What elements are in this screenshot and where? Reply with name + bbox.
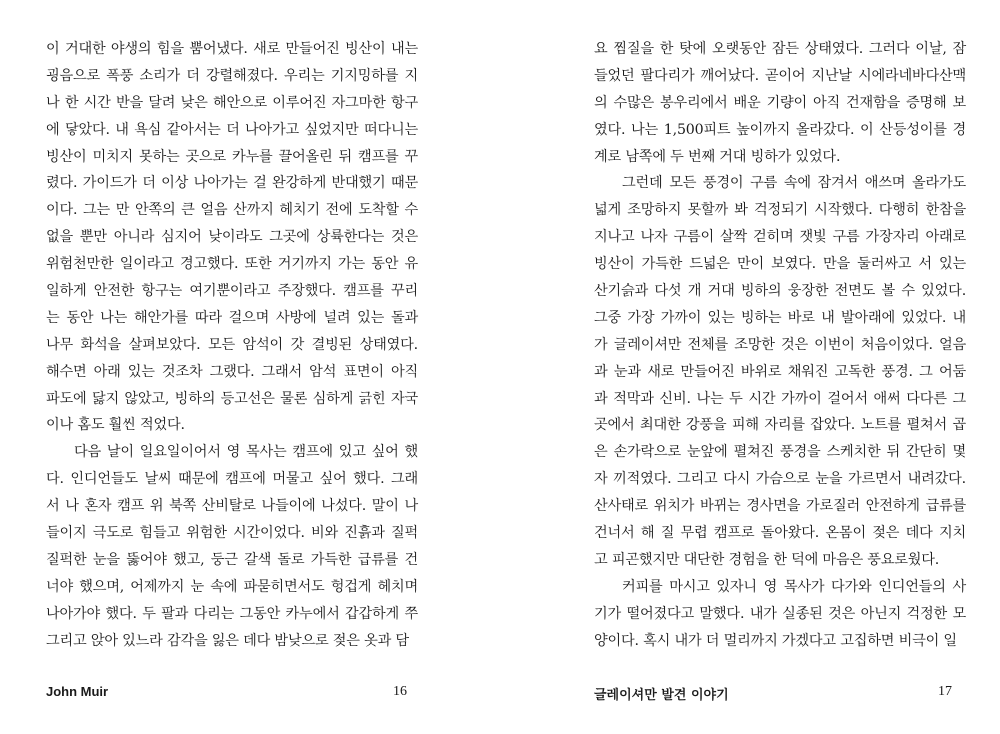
text-line: 에 닿았다. 내 욕심 같아서는 더 나아가고 싶었지만 떠다니는: [46, 121, 418, 138]
text-line: 그런데 모든 풍경이 구름 속에 잠겨서 애쓰며 올라가도: [622, 175, 966, 192]
text-line: 그중 가장 가까이 있는 빙하는 바로 내 발아래에 있었다. 내: [594, 309, 966, 326]
text-line: 자 끼적였다. 그리고 다시 가슴으로 눈을 가르면서 내려갔다.: [594, 471, 966, 488]
left-footer-author: John Muir: [46, 684, 109, 699]
text-line: 산기슭과 다섯 개 거대 빙하의 웅장한 전면도 볼 수 있었다.: [594, 283, 966, 300]
text-line: 가 글레이셔만 전체를 조망한 것은 이번이 처음이었다. 얼음: [594, 336, 966, 353]
text-line: 은 손가락으로 눈앞에 펼쳐진 풍경을 스케치한 뒤 간단히 몇: [594, 444, 966, 461]
text-line: 지나고 나자 구름이 살짝 걷히며 잿빛 구름 가장자리 아래로: [594, 229, 966, 246]
text-line: 고 피곤했지만 대단한 경험을 한 덕에 마음은 풍요로웠다.: [594, 551, 940, 568]
text-line: 그리고 앉아 있느라 감각을 잃은 데다 밤낮으로 젖은 옷과 담: [46, 632, 409, 649]
text-line: 이 거대한 야생의 힘을 뿜어냈다. 새로 만들어진 빙산이 내는: [46, 41, 418, 57]
text-line: 다음 날이 일요일이어서 영 목사는 캠프에 있고 싶어 했: [74, 444, 418, 461]
text-line: 이나 홈도 훨씬 적었다.: [46, 417, 185, 434]
text-line: 질퍽한 눈을 뚫어야 했고, 둥근 갈색 돌로 가득한 급류를 건: [46, 551, 418, 568]
left-page: [46, 36, 418, 654]
text-line: 위험천만한 일이라고 경고했다. 또한 거기까지 가는 동안 유: [46, 256, 418, 273]
text-line: 과 눈과 새로 만들어진 바위로 채워진 고독한 풍경. 그 어둠: [594, 363, 966, 380]
text-line: 너야 했으며, 어제까지 눈 속에 파묻히면서도 헝겁게 헤치며: [46, 578, 418, 595]
text-line: 는 동안 나는 해안가를 따라 걸으며 사방에 널려 있는 돌과: [46, 309, 418, 326]
text-line: 다. 인디언들도 날씨 때문에 캠프에 머물고 싶어 했다. 그래: [46, 471, 418, 488]
text-line: 나 한 시간 반을 달려 낮은 해안으로 이루어진 자그마한 항구: [46, 94, 418, 111]
text-line: 커피를 마시고 있자니 영 목사가 다가와 인디언들의 사: [622, 578, 966, 595]
text-line: 의 수많은 봉우리에서 배운 기량이 아직 건재함을 증명해 보: [594, 94, 966, 111]
text-line: 양이다. 혹시 내가 더 멀리까지 가겠다고 고집하면 비극이 일: [594, 632, 957, 649]
right-footer-title: 글레이셔만 발견 이야기: [594, 688, 729, 703]
text-line: 요 찜질을 한 탓에 오랫동안 잠든 상태였다. 그러다 이날, 잠: [594, 41, 966, 57]
text-line: 해수면 아래 있는 것조차 그랬다. 그래서 암석 표면이 아직: [46, 363, 418, 380]
text-line: 이다. 그는 만 안쪽의 큰 얼음 산까지 헤치기 전에 도착할 수: [46, 202, 418, 219]
right-page: [594, 36, 966, 654]
text-line: 들이지 극도로 힘들고 위험한 시간이었다. 비와 진흙과 질퍽: [46, 525, 418, 542]
text-line: 건너서 해 질 무렵 캠프로 돌아왔다. 온몸이 젖은 데다 지치: [594, 525, 966, 542]
left-page-text: [46, 36, 418, 654]
text-line: 과 적막과 신비. 나는 두 시간 가까이 걸어서 애써 다다른 그: [594, 390, 966, 407]
right-page-number: 17: [938, 684, 952, 699]
text-line: 굉음으로 폭풍 소리가 더 강렬해졌다. 우리는 기지밍하를 지: [46, 67, 418, 84]
text-line: 서 나 혼자 캠프 위 북쪽 산비탈로 나들이에 나섰다. 말이 나: [46, 498, 418, 515]
text-line: 였다. 나는 1,500피트 높이까지 올라갔다. 이 산등성이를 경: [594, 121, 966, 138]
text-line: 들었던 팔다리가 깨어났다. 곧이어 지난날 시에라네바다산맥: [594, 67, 966, 84]
text-line: 계로 남쪽에 두 번째 거대 빙하가 있었다.: [594, 148, 841, 165]
text-line: 넓게 조망하지 못할까 봐 걱정되기 시작했다. 다행히 한참을: [594, 202, 966, 219]
text-line: 빙산이 미치지 못하는 곳으로 카누를 끌어올린 뒤 캠프를 꾸: [46, 148, 418, 165]
text-line: 일하게 안전한 항구는 여기뿐이라고 주장했다. 캠프를 꾸리: [46, 283, 418, 300]
text-line: 없을 뿐만 아니라 심지어 낮이라도 그곳에 상륙한다는 것은: [46, 229, 418, 246]
left-page-number: 16: [393, 684, 407, 699]
text-line: 빙산이 가득한 드넓은 만이 보였다. 만을 둘러싸고 서 있는: [594, 256, 966, 273]
text-line: 산사태로 위치가 바뀌는 경사면을 가로질러 안전하게 급류를: [594, 498, 966, 515]
text-line: 나아가야 했다. 두 팔과 다리는 그동안 카누에서 갑갑하게 쭈: [46, 605, 418, 622]
right-page-text: [594, 36, 966, 654]
text-line: 나무 화석을 살펴보았다. 모든 암석이 갓 결빙된 상태였다.: [46, 336, 418, 353]
text-line: 파도에 닳지 않았고, 빙하의 등고선은 물론 심하게 긁힌 자국: [46, 390, 418, 407]
text-line: 곳에서 최대한 강풍을 피해 자리를 잡았다. 노트를 펼쳐서 곱: [594, 417, 966, 434]
text-line: 렸다. 가이드가 더 이상 나아가는 걸 완강하게 반대했기 때문: [46, 175, 418, 192]
text-line: 기가 떨어졌다고 말했다. 내가 실종된 것은 아닌지 걱정한 모: [594, 605, 966, 622]
